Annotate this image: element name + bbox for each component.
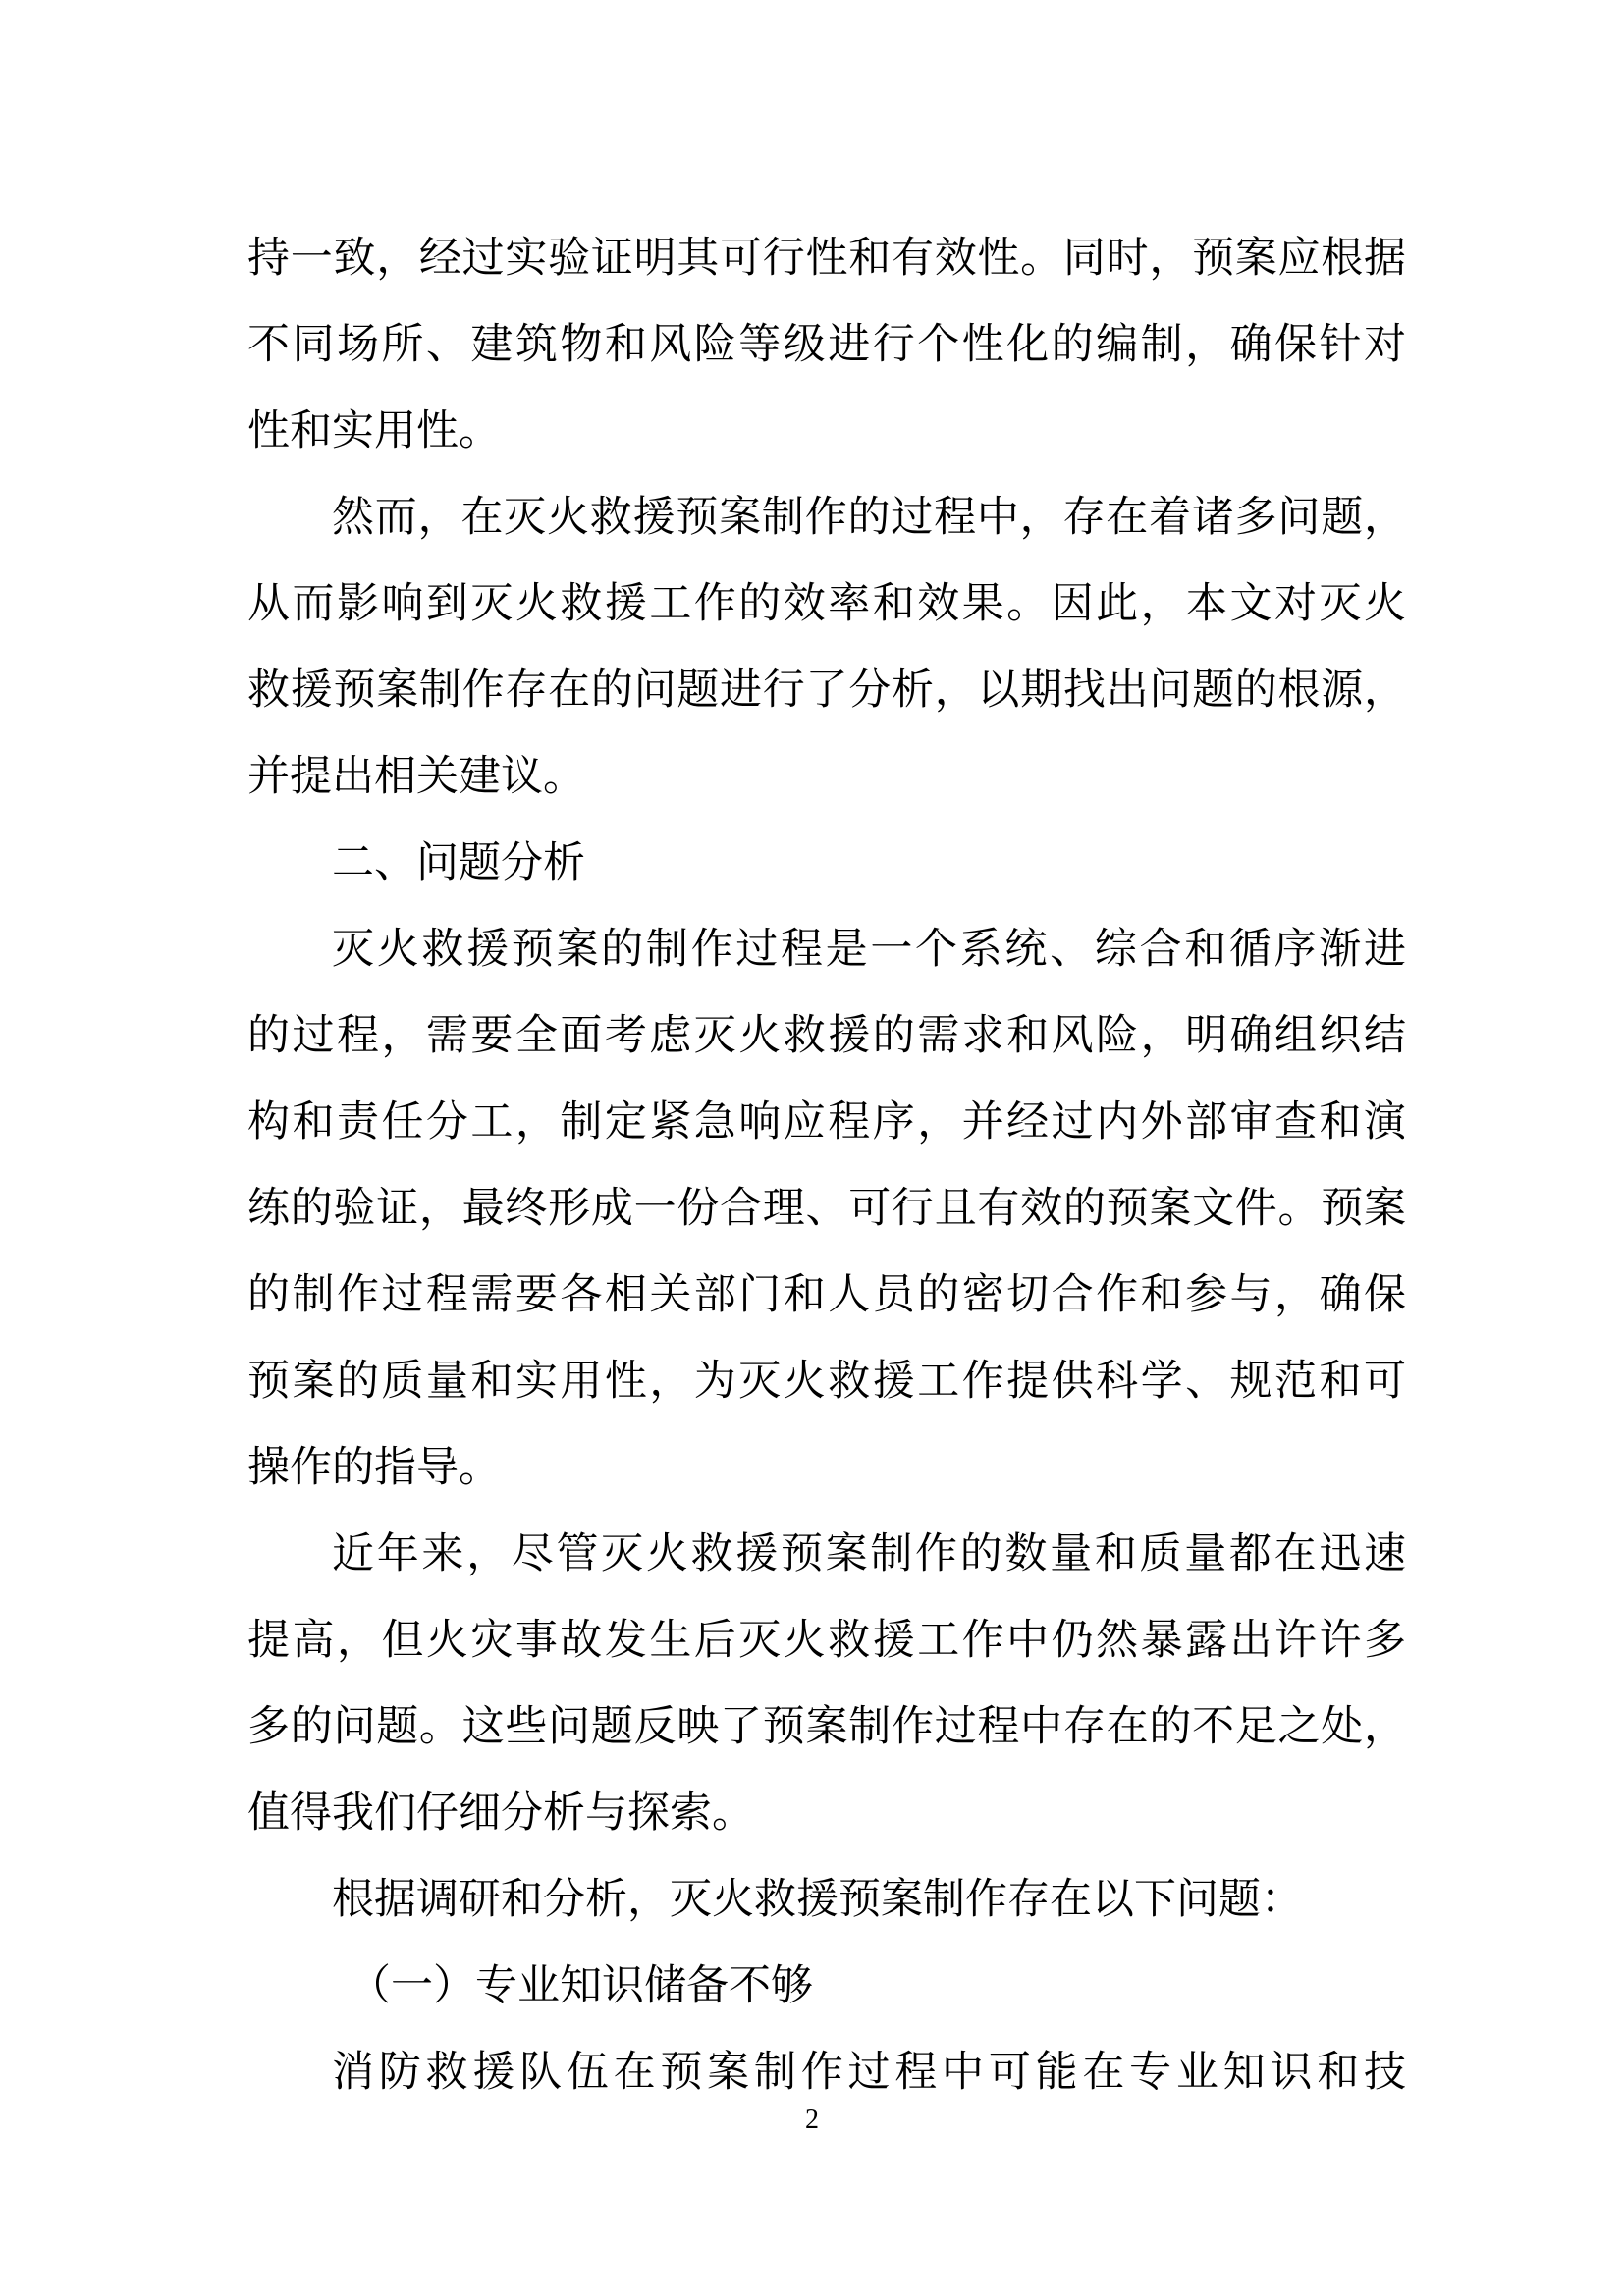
text-line: 消防救援队伍在预案制作过程中可能在专业知识和技: [332, 2048, 1406, 2097]
text-line: 构和责任分工，制定紧急响应程序，并经过内外部审查和演: [247, 1097, 1406, 1147]
text-line: 多的问题。这些问题反映了预案制作过程中存在的不足之处，: [247, 1702, 1406, 1751]
text-line: 根据调研和分析，灭火救援预案制作存在以下问题：: [332, 1875, 1303, 1924]
text-line: 提高，但火灾事故发生后灭火救援工作中仍然暴露出许许多: [247, 1616, 1406, 1665]
text-line: 的过程，需要全面考虑灭火救援的需求和风险，明确组织结: [247, 1011, 1406, 1060]
page-number: 2: [805, 2105, 819, 2135]
text-line: 练的验证，最终形成一份合理、可行且有效的预案文件。预案: [247, 1184, 1406, 1233]
text-line: 性和实用性。: [247, 406, 501, 455]
text-line: 持一致，经过实验证明其可行性和有效性。同时，预案应根据: [247, 234, 1406, 283]
text-line: 不同场所、建筑物和风险等级进行个性化的编制，确保针对: [247, 320, 1406, 369]
text-line: 救援预案制作存在的问题进行了分析，以期找出问题的根源，: [247, 666, 1406, 715]
section-heading: 二、问题分析: [332, 838, 585, 887]
text-line: 的制作过程需要各相关部门和人员的密切合作和参与，确保: [247, 1270, 1406, 1319]
text-line: 预案的质量和实用性，为灭火救援工作提供科学、规范和可: [247, 1357, 1406, 1406]
text-line: 近年来，尽管灭火救援预案制作的数量和质量都在迅速: [332, 1529, 1406, 1578]
text-line: 操作的指导。: [247, 1443, 501, 1492]
subsection-heading: （一）专业知识储备不够: [349, 1961, 813, 2010]
text-line: 然而，在灭火救援预案制作的过程中，存在着诸多问题，: [332, 493, 1406, 542]
text-line: 值得我们仔细分析与探索。: [247, 1789, 754, 1838]
text-line: 灭火救援预案的制作过程是一个系统、综合和循序渐进: [332, 925, 1406, 974]
text-line: 并提出相关建议。: [247, 752, 585, 801]
text-line: 从而影响到灭火救援工作的效率和效果。因此，本文对灭火: [247, 579, 1406, 628]
